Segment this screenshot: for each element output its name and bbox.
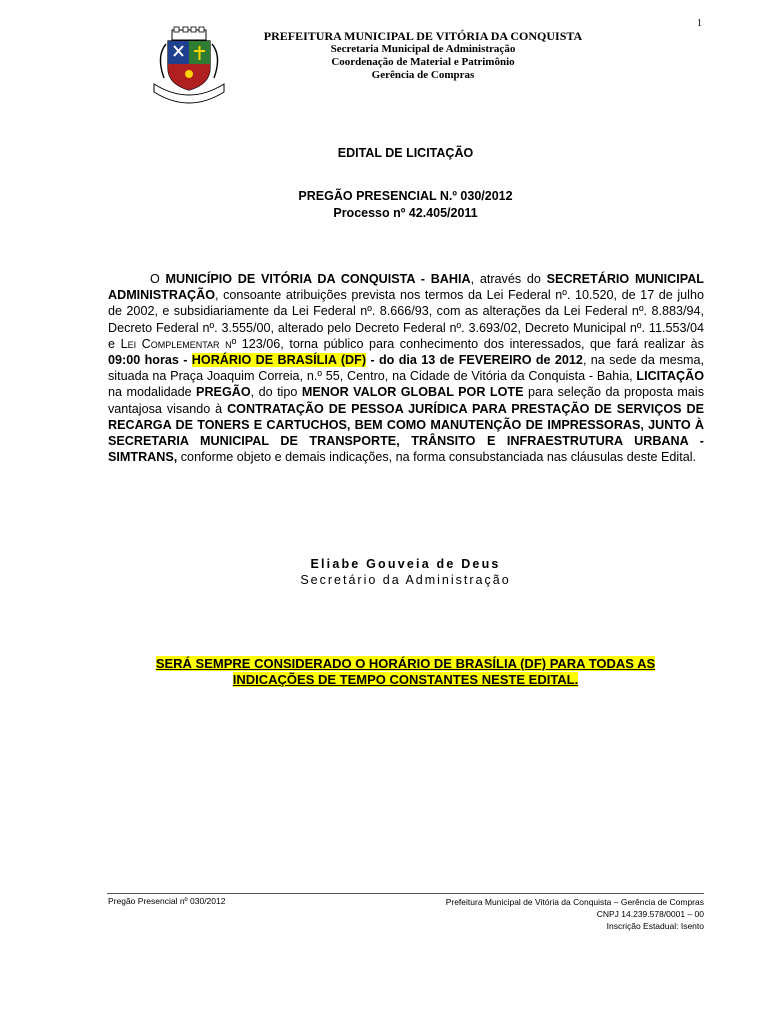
text-segment-smallcaps: Lei Complementar nº [120,336,237,351]
text-segment-bold: PREGÃO [196,385,251,400]
text-segment: , do tipo [250,385,302,400]
text-segment: conforme objeto e demais indicações, na forma consubstanciada nas cláusulas deste Edital. [177,450,697,465]
text-segment: , na sede da mesma, situada na Praça Joaquim Correia, n.º 55, Centro, na Cidade de Vitória da Conquista - Bahia, [108,353,705,384]
main-paragraph [108,271,704,465]
process-number: Processo nº 42.405/2011 [333,206,478,220]
footer-issuer: Prefeitura Municipal de Vitória da Conquista – Gerência de Compras [445,897,704,907]
header-coordination: Coordenação de Material e Patrimônio [331,56,515,68]
text-segment-bold: LICITAÇÃO [636,369,704,384]
header-municipality: PREFEITURA MUNICIPAL DE VITÓRIA DA CONQUISTA [263,29,583,43]
text-segment-bold: 09:00 horas - [108,353,192,368]
footer-state-registration: Inscrição Estadual: Isento [606,921,704,931]
signatory-name: Eliabe Gouveia de Deus [310,557,501,571]
text-segment: para seleção da proposta mais vantajosa visando à [108,385,705,416]
document-title: EDITAL DE LICITAÇÃO [337,146,474,160]
footer-cnpj: CNPJ 14.239.578/0001 – 00 [596,909,704,919]
text-segment-bold: SECRETÁRIO MUNICIPAL ADMINISTRAÇÃO [108,272,704,303]
page-number: 1 [697,18,702,29]
header-secretariat: Secretaria Municipal de Administração [330,43,516,55]
text-segment: 123/06, torna público para conhecimento dos interessados, que fará realizar às [236,336,704,351]
bid-identification [107,188,704,222]
text-segment-bold: MUNICÍPIO DE VITÓRIA DA CONQUISTA - BAHIA [165,272,471,286]
text-segment: na modalidade [108,385,197,400]
text-segment: O [150,272,166,286]
time-zone-notice [107,656,704,688]
footer-divider [107,893,704,894]
notice-line-2: INDICAÇÕES DE TEMPO CONSTANTES NESTE EDITAL. [232,672,579,687]
header-department: Gerência de Compras [371,69,475,81]
bid-number: PREGÃO PRESENCIAL N.º 030/2012 [298,189,513,203]
highlighted-time-zone: HORÁRIO DE BRASÍLIA (DF) [191,353,367,368]
signatory-role: Secretário da Administração [300,573,511,587]
text-segment-bold: MENOR VALOR GLOBAL POR LOTE [301,385,524,400]
footer-issuer-info [384,896,704,932]
text-segment: , consoante atribuições prevista nos termos da Lei Federal nº. 10.520, de 17 de julho de 2002, e subsidiariamente da Lei Federal nº. 8.666/93, com as alterações da Lei Federal nº. 8.883/94, Decreto Federal nº. 3.555/00, alterado pelo Decreto Federal nº. 3.693/02, Decreto Municipal nº. 11.553/04 e [108,288,704,351]
text-segment-bold: - do dia 13 de FEVEREIRO de 2012 [366,353,583,368]
text-segment-bold: CONTRATAÇÃO DE PESSOA JURÍDICA PARA PRESTAÇÃO DE SERVIÇOS DE RECARGA DE TONERS E CARTUCHOS, BEM COMO MANUTENÇÃO DE IMPRESSORAS, JUNTO À SECRETARIA MUNICIPAL DE TRANSPORTE, TRÂNSITO E INFRAESTRUTURA URBANA - SIMTRANS, [108,401,704,465]
notice-line-1: SERÁ SEMPRE CONSIDERADO O HORÁRIO DE BRASÍLIA (DF) PARA TODAS AS [155,656,656,671]
text-segment: , através do [470,272,547,286]
signature-block [107,556,704,588]
footer-bid-reference: Pregão Presencial nº 030/2012 [108,896,226,906]
document-header [200,29,646,82]
